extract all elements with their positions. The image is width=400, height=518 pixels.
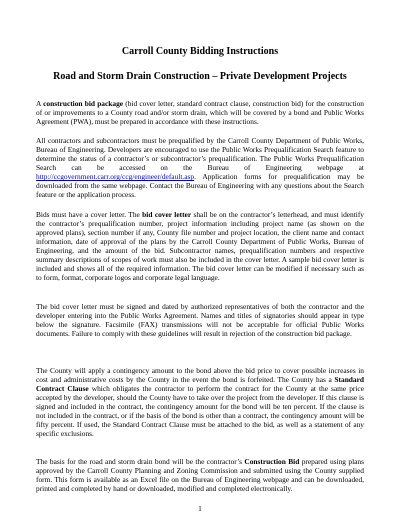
document-subtitle: Road and Storm Drain Construction – Private Development Projects xyxy=(53,71,347,82)
paragraph-prequalification xyxy=(36,136,364,199)
p6-text-1: The basis for the road and storm drain bond will be the contractor’s xyxy=(36,457,245,466)
paragraph-signatures xyxy=(36,302,364,338)
engineering-webpage-link[interactable]: http://ccgovernment.carr.org/ccg/engineer/default.asp xyxy=(36,172,195,182)
p5-text-2: which obligates the contractor to perform the contract for the County at the same price accepted by the developer, should the County have to take over the project from the developer. If this clause is signed and included in the contract, the contingency amount for the bond will be ten percent. If the clause is not included in the contract, or if the basis of the bond is other than a contract, the contingency amount will be fifty percent. If used, the Standard Contract Clause must be attached to the bid, as well as a statement of any specific exclusions. xyxy=(36,384,364,439)
page-number: 1 xyxy=(198,504,202,513)
paragraph-construction-bid xyxy=(36,457,364,493)
p3-text-2: shall be on the contractor’s letterhead, and must identify the contractor’s prequalification number, project information including project name (as shown on the approved plans), section number if any, County file number and project location, the client name and contact information, date of approval of the plans by the Carroll County Department of Public Works, Bureau of Engineering, and the amount of the bid. Subcontractor names, prequalification numbers and respective summary descriptions of scopes of work must also be included in the cover letter. A sample bid cover letter is included and shows all of the required information. The bid cover letter can be modified if necessary such as to form, format, corporate logos and corporate legal language. xyxy=(36,210,364,283)
document-title: Carroll County Bidding Instructions xyxy=(121,46,279,57)
p5-bold-term: Standard Contract Clause xyxy=(36,375,364,394)
paragraph-contingency xyxy=(36,366,364,438)
p4-text-1: The bid cover letter must be signed and dated by authorized representatives of both the contractor and the developer entering into the Public Works Agreement. Names and titles of signatories should appear in type below the signature. Facsimile (FAX) transmissions will not be acceptable for official Public Works documents. Failure to comply with these guidelines will result in rejection of the construction bid package. xyxy=(36,302,364,339)
p5-text-1: The County will apply a contingency amount to the bond above the bid price to cover possible increases in cost and administrative costs by the County in the event the bond is forfeited. The County has a xyxy=(36,366,364,385)
p1-text-2: (bid cover letter, standard contract clause, construction bid) for the construction of or improvements to a County road and/or storm drain, which will be covered by a bond and Public Works Agreement (PWA), must be prepared in accordance with these instructions. xyxy=(36,99,364,127)
p2-text-2: . Application forms for prequalification may be downloaded from the same webpage. Contact the Bureau of Engineering with any questions about the Search feature or the application process. xyxy=(36,172,364,200)
p3-text-1: Bids must have a cover letter. The xyxy=(36,210,143,219)
paragraph-construction-bid-package xyxy=(36,99,364,126)
p6-bold-term: Construction Bid xyxy=(244,457,300,466)
p1-bold-term: construction bid package xyxy=(43,99,124,108)
p2-text-1: All contractors and subcontractors must be prequalified by the Carroll County Department of Public Works, Bureau of Engineering. Developers are encouraged to use the Public Works Prequalification Search feature to determine the status of a contractor’s or subcontractor’s prequalification. The Public Works Prequalification Search can be accessed on the Bureau of Engineering webpage at xyxy=(36,136,364,173)
paragraph-bid-cover-letter xyxy=(36,210,364,282)
p3-bold-term: bid cover letter xyxy=(142,210,192,219)
p1-text-1: A xyxy=(36,99,44,108)
p6-text-2: prepared using plans approved by the Carroll County Planning and Zoning Commission and submitted using the County supplied form. This form is available as an Excel file on the Bureau of Engineering webpage and can be downloaded, printed and completed by hand or downloaded, modified and completed electronically. xyxy=(36,457,364,494)
